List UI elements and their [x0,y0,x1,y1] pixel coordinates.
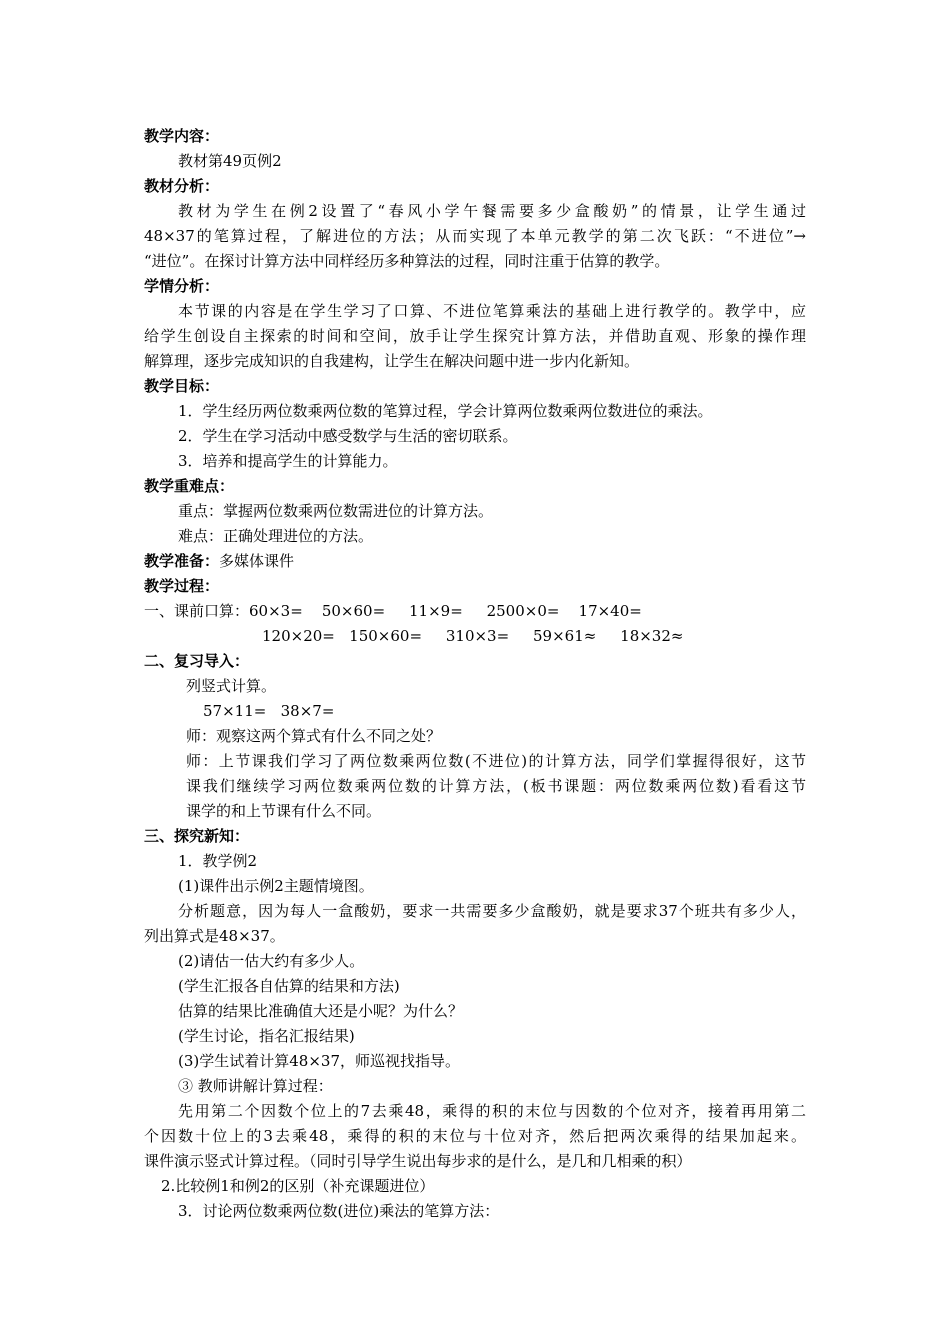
paragraph-line: 课学的和上节课有什么不同。 [186,802,382,820]
list-item: 3．培养和提高学生的计算能力。 [178,452,398,470]
paragraph-line: (2)请估一估大约有多少人。 [178,952,365,970]
paragraph-line: “进位”。在探讨计算方法中同样经历多种算法的过程，同时注重于估算的教学。 [144,252,670,270]
heading-process: 教学过程： [144,577,220,595]
paragraph-line: 2.比较例1和例2的区别（补充课题进位） [161,1177,435,1195]
paragraph-line: (学生讨论，指名汇报结果) [178,1027,355,1045]
paragraph-line: 解算理，逐步完成知识的自我建构，让学生在解决问题中进一步内化新知。 [144,352,640,370]
paragraph-line: 120×20= 150×60= 310×3= 59×61≈ 18×32≈ [262,627,684,645]
paragraph-line: (学生汇报各自估算的结果和方法) [178,977,400,995]
paragraph-line: 课件演示竖式计算过程。（同时引导学生说出每步求的是什么，是几和几相乘的积） [144,1152,692,1170]
paragraph-line: 难点：正确处理进位的方法。 [178,527,374,545]
paragraph-line: 多媒体课件 [219,552,295,570]
paragraph-line: 师：上节课我们学习了两位数乘两位数(不进位)的计算方法，同学们掌握得很好，这节 [186,752,806,770]
paragraph-line: 师：观察这两个算式有什么不同之处？ [186,727,442,745]
paragraph-line: 课我们继续学习两位数乘两位数的计算方法，(板书课题：两位数乘两位数)看看这节 [186,777,806,795]
heading-student-analysis: 学情分析： [144,277,220,295]
heading-content: 教学内容： [144,127,220,145]
heading-preparation: 教学准备： [144,552,220,570]
paragraph-line: 3．讨论两位数乘两位数(进位)乘法的笔算方法： [178,1202,500,1220]
heading-objectives: 教学目标： [144,377,220,395]
paragraph-line: 估算的结果比准确值大还是小呢？为什么？ [178,1002,464,1020]
paragraph-line: 1．教学例2 [178,852,258,870]
paragraph-line: 列竖式计算。 [186,677,277,695]
paragraph-line: 分析题意，因为每人一盒酸奶，要求一共需要多少盒酸奶，就是要求37个班共有多少人， [178,902,806,920]
paragraph-line: 个因数十位上的3去乘48，乘得的积的末位与十位对齐，然后把两次乘得的结果加起来。 [144,1127,806,1145]
paragraph-line: (1)课件出示例2主题情境图。 [178,877,374,895]
heading-review: 二、复习导入： [144,652,250,670]
paragraph-line: 重点：掌握两位数乘两位数需进位的计算方法。 [178,502,494,520]
paragraph-line: ③ 教师讲解计算过程： [178,1077,333,1095]
paragraph-line: 列出算式是48×37。 [144,927,285,945]
paragraph-line: 一、课前口算：60×3= 50×60= 11×9= 2500×0= 17×40= [144,602,642,620]
paragraph-line: 给学生创设自主探索的时间和空间，放手让学生探究计算方法，并借助直观、形象的操作理 [144,327,806,345]
list-item: 1．学生经历两位数乘两位数的笔算过程，学会计算两位数乘两位数进位的乘法。 [178,402,713,420]
heading-explore: 三、探究新知： [144,827,250,845]
paragraph-line: 本节课的内容是在学生学习了口算、不进位笔算乘法的基础上进行教学的。教学中，应 [178,302,806,320]
paragraph-line: 教材为学生在例2设置了“春风小学午餐需要多少盒酸奶”的情景，让学生通过 [178,202,806,220]
paragraph-line: 48×37的笔算过程，了解进位的方法；从而实现了本单元教学的第二次飞跃：“不进位”→ [144,227,806,245]
paragraph-line: 57×11= 38×7= [203,702,335,720]
paragraph-line: (3)学生试着计算48×37，师巡视找指导。 [178,1052,460,1070]
heading-material-analysis: 教材分析： [144,177,220,195]
heading-key-points: 教学重难点： [144,477,235,495]
paragraph-line: 先用第二个因数个位上的7去乘48，乘得的积的末位与因数的个位对齐，接着再用第二 [178,1102,806,1120]
list-item: 2．学生在学习活动中感受数学与生活的密切联系。 [178,427,518,445]
paragraph-line: 教材第49页例2 [178,152,282,170]
